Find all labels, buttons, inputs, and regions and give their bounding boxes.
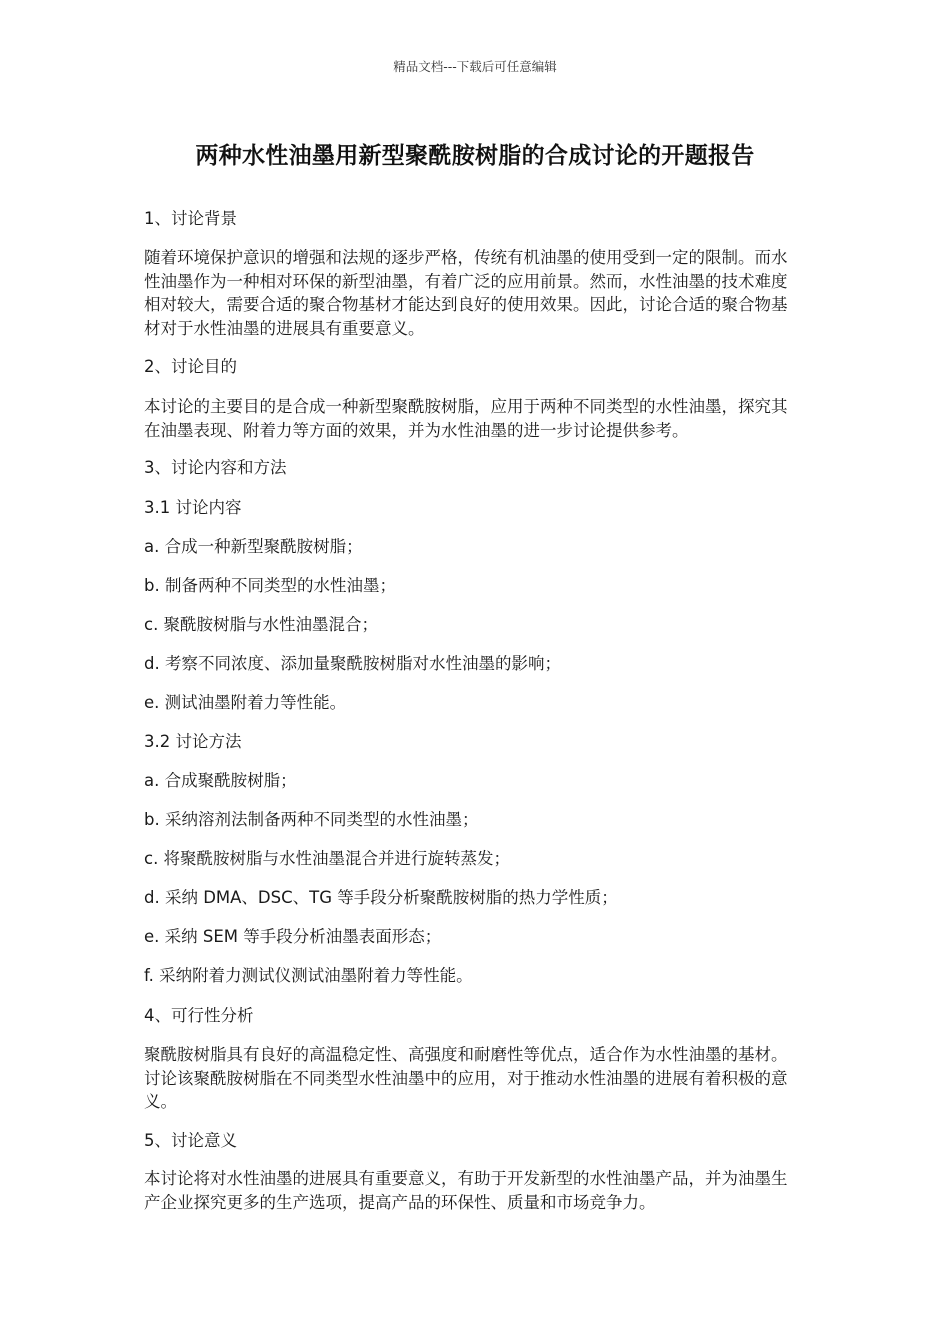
list-item: f. 采纳附着力测试仪测试油墨附着力等性能。 xyxy=(144,966,473,985)
section-1-heading: 1、讨论背景 xyxy=(144,209,237,228)
section-4-heading: 4、可行性分析 xyxy=(144,1006,254,1025)
list-item: d. 采纳 DMA、DSC、TG 等手段分析聚酰胺树脂的热力学性质； xyxy=(144,888,618,907)
header-note: 精品文档---下载后可任意编辑 xyxy=(393,59,557,74)
list-item: d. 考察不同浓度、添加量聚酰胺树脂对水性油墨的影响； xyxy=(144,654,561,673)
list-item: c. 将聚酰胺树脂与水性油墨混合并进行旋转蒸发； xyxy=(144,849,511,868)
subsection-3-2-heading: 3.2 讨论方法 xyxy=(144,732,242,751)
document-title: 两种水性油墨用新型聚酰胺树脂的合成讨论的开题报告 xyxy=(195,143,755,169)
list-item: a. 合成一种新型聚酰胺树脂； xyxy=(144,537,363,556)
section-1-paragraph: 随着环境保护意识的增强和法规的逐步严格，传统有机油墨的使用受到一定的限制。而水性油墨作为一种相对环保的新型油墨，有着广泛的应用前景。然而，水性油墨的技术难度相对较大，需要合适的聚合物基材才能达到良好的使用效果。因此，讨论合适的聚合物基材对于水性油墨的进展具有重要意义。 xyxy=(144,248,788,338)
list-item: b. 采纳溶剂法制备两种不同类型的水性油墨； xyxy=(144,810,479,829)
section-4-paragraph: 聚酰胺树脂具有良好的高温稳定性、高强度和耐磨性等优点，适合作为水性油墨的基材。讨论该聚酰胺树脂在不同类型水性油墨中的应用，对于推动水性油墨的进展有着积极的意义。 xyxy=(144,1045,788,1111)
section-5-heading: 5、讨论意义 xyxy=(144,1131,237,1150)
list-item: e. 采纳 SEM 等手段分析油墨表面形态； xyxy=(144,927,442,946)
section-2-heading: 2、讨论目的 xyxy=(144,357,237,376)
section-3-heading: 3、讨论内容和方法 xyxy=(144,458,287,477)
list-item: e. 测试油墨附着力等性能。 xyxy=(144,693,347,712)
list-item: a. 合成聚酰胺树脂； xyxy=(144,771,297,790)
subsection-3-1-heading: 3.1 讨论内容 xyxy=(144,498,242,517)
list-item: c. 聚酰胺树脂与水性油墨混合； xyxy=(144,615,379,634)
section-5-paragraph: 本讨论将对水性油墨的进展具有重要意义，有助于开发新型的水性油墨产品，并为油墨生产企业探究更多的生产选项，提高产品的环保性、质量和市场竞争力。 xyxy=(144,1169,788,1212)
list-item: b. 制备两种不同类型的水性油墨； xyxy=(144,576,396,595)
section-2-paragraph: 本讨论的主要目的是合成一种新型聚酰胺树脂，应用于两种不同类型的水性油墨，探究其在油墨表现、附着力等方面的效果，并为水性油墨的进一步讨论提供参考。 xyxy=(144,397,788,440)
